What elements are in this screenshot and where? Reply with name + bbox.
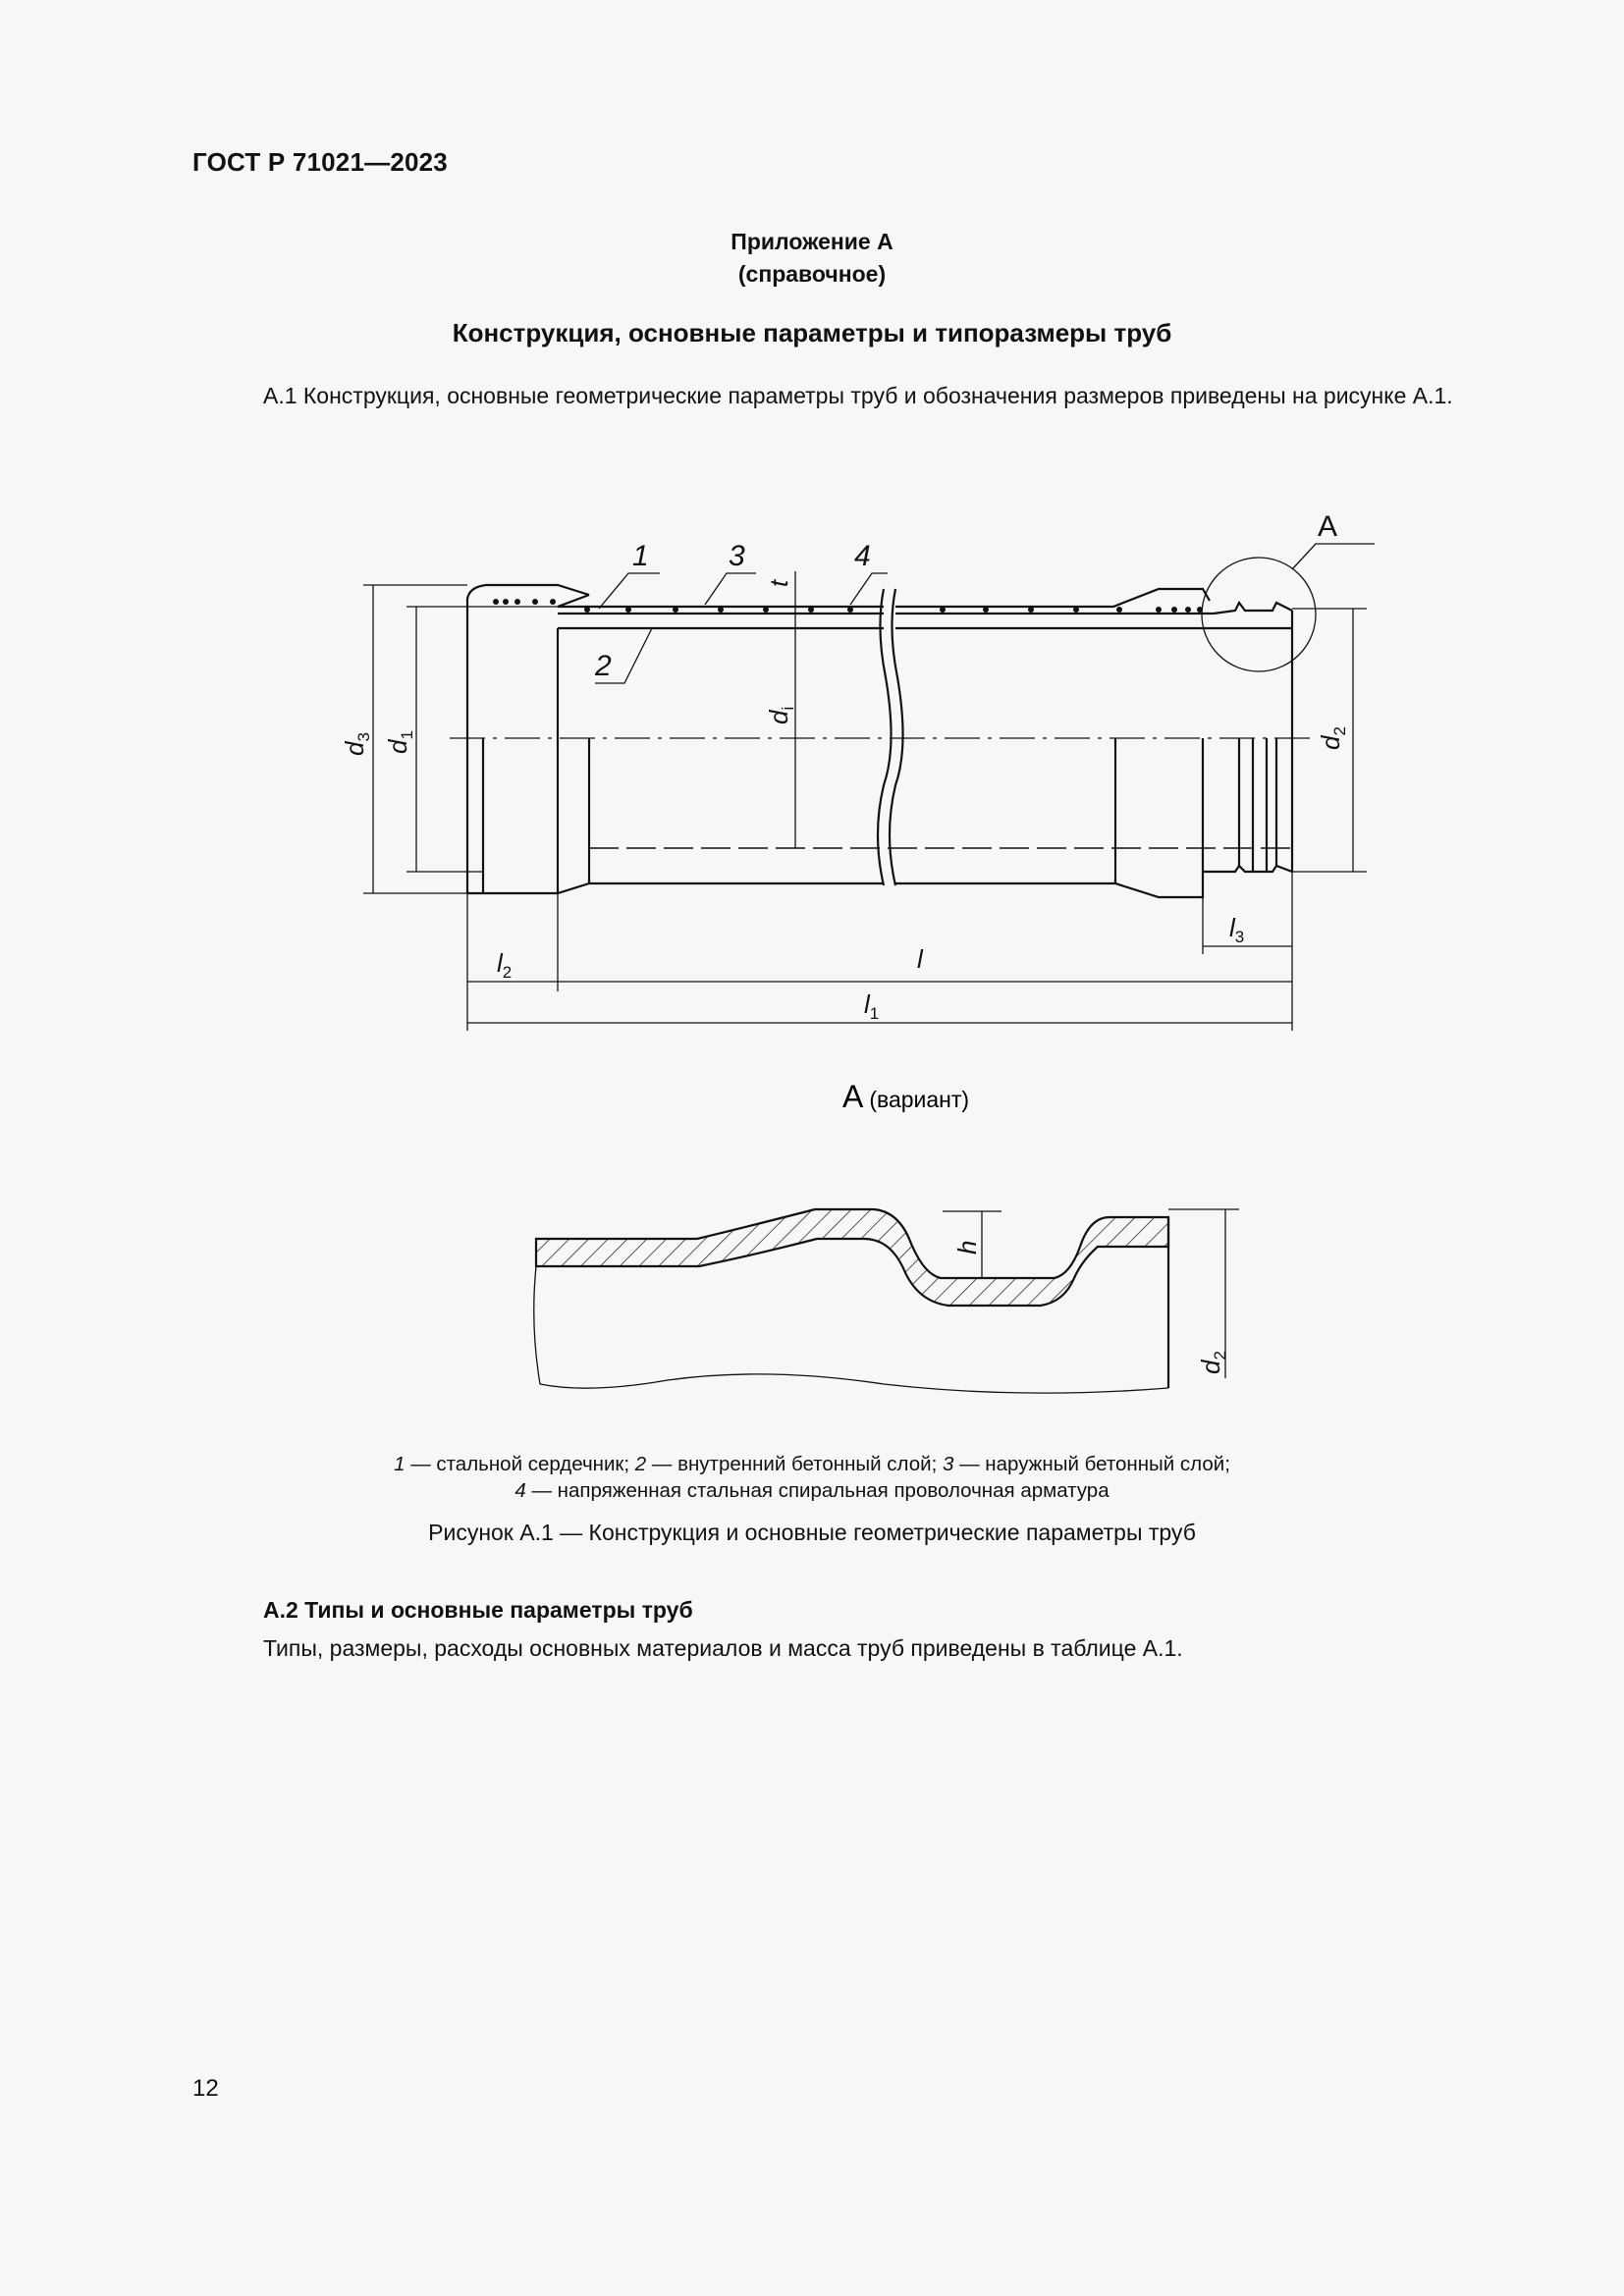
- legend-text-3: — наружный бетонный слой;: [953, 1453, 1230, 1475]
- section-a2-title: А.2 Типы и основные параметры труб: [263, 1597, 693, 1623]
- legend-num-4: 4: [514, 1479, 526, 1502]
- dim-h: h: [952, 1240, 982, 1255]
- annex-heading: [0, 226, 1624, 291]
- figure-legend: [0, 1451, 1624, 1504]
- callouts: [594, 540, 888, 683]
- dim-d2: $d_2$: [1316, 726, 1349, 750]
- dim-l: l: [917, 944, 923, 974]
- legend-line-1: [0, 1451, 1624, 1477]
- detail-title: [842, 1079, 969, 1114]
- annex-type: (справочное): [737, 261, 887, 287]
- detail-circle: [1202, 558, 1316, 671]
- detail-title-letter: А: [842, 1079, 864, 1114]
- dim-l1: $l_1$: [864, 989, 880, 1023]
- dim-t: t: [764, 579, 793, 587]
- callout-2: 2: [595, 650, 612, 682]
- legend-text-4: — напряженная стальная спиральная проволочная арматура: [525, 1479, 1110, 1502]
- detail-letter: А: [1318, 510, 1338, 543]
- detail-view: [534, 1209, 1239, 1393]
- dim-d3: $d_3$: [340, 732, 373, 756]
- horizontal-dimensions: [467, 872, 1292, 1031]
- figure-caption: Рисунок А.1 — Конструкция и основные геометрические параметры труб: [428, 1520, 1196, 1545]
- paragraph-a1: А.1 Конструкция, основные геометрические параметры труб и обозначения размеров приведены на рисунке А.1.: [263, 383, 1453, 408]
- callout-3: 3: [729, 540, 745, 572]
- dim-di: $d_i$: [764, 706, 797, 724]
- vertical-dimensions: [340, 571, 1367, 893]
- legend-num-3: 3: [943, 1453, 954, 1475]
- pipe-drawing: [0, 491, 1624, 1433]
- legend-num-1: 1: [394, 1453, 406, 1475]
- dim-l3: $l_3$: [1229, 913, 1245, 946]
- callout-4: 4: [854, 540, 871, 572]
- callout-1: 1: [632, 540, 649, 572]
- legend-line-2: [0, 1477, 1624, 1504]
- pipe-outline: [467, 585, 1292, 897]
- legend-text-2: — внутренний бетонный слой;: [646, 1453, 943, 1475]
- legend-text-1: — стальной сердечник;: [405, 1453, 635, 1475]
- dim-d2-detail: $d_2$: [1196, 1351, 1229, 1374]
- annex-title: Приложение А: [731, 229, 893, 254]
- page-number: 12: [192, 2075, 219, 2102]
- document-header: ГОСТ Р 71021—2023: [192, 147, 448, 177]
- section-title: Конструкция, основные параметры и типоразмеры труб: [452, 318, 1172, 347]
- detail-title-note: (вариант): [869, 1087, 970, 1112]
- legend-num-2: 2: [634, 1453, 647, 1475]
- dim-d1: $d_1$: [383, 730, 416, 754]
- dim-l2: $l_2$: [497, 948, 513, 982]
- section-a2-text: Типы, размеры, расходы основных материалов и масса труб приведены в таблице А.1.: [263, 1635, 1183, 1661]
